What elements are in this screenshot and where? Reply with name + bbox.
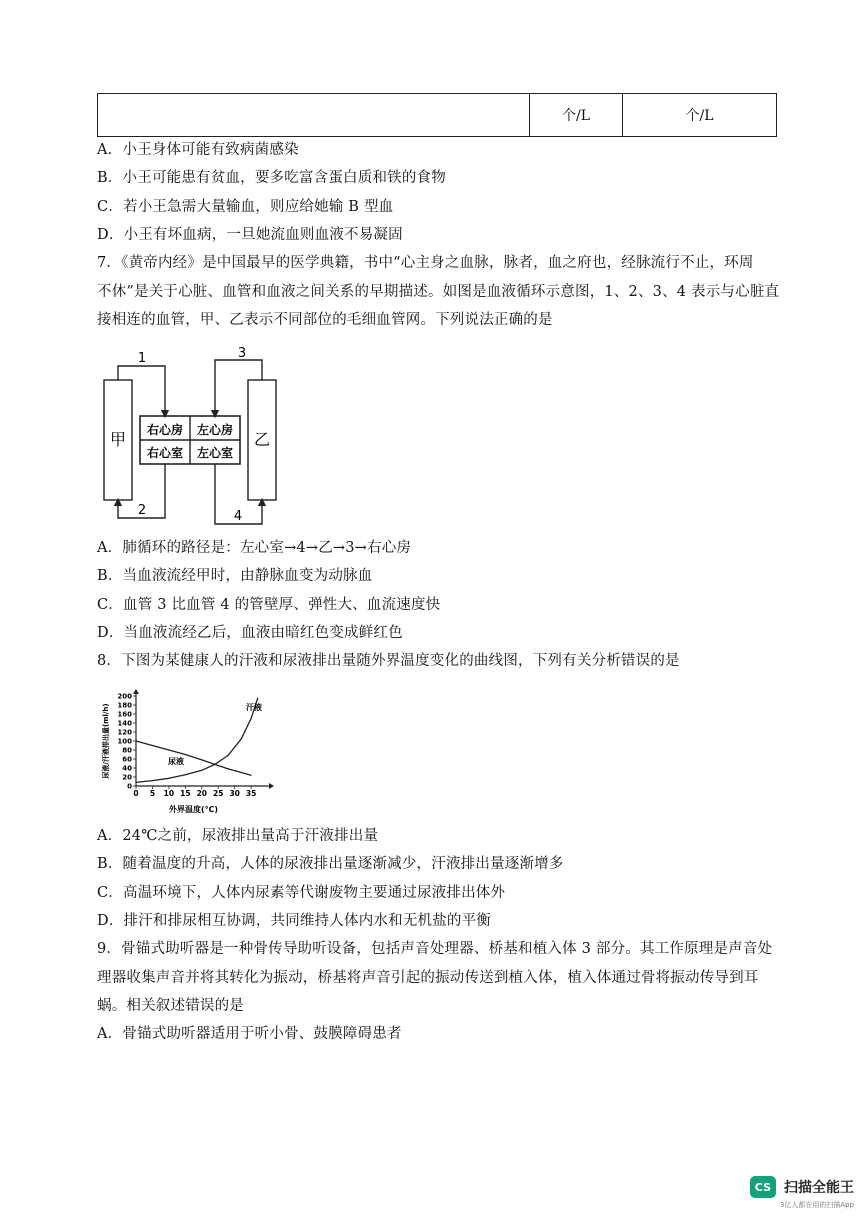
table-fragment	[97, 93, 777, 137]
y-tick-label: 40	[122, 764, 132, 773]
x-tick-label: 25	[213, 789, 224, 798]
urine-point	[185, 754, 186, 755]
y-tick-label: 20	[122, 773, 132, 782]
y-tick-label: 0	[127, 782, 132, 791]
q7-option-c: C．血管 3 比血管 4 的管壁厚、弹性大、血流速度快	[97, 597, 441, 613]
left-ventricle: 左心室	[196, 446, 234, 460]
urine-curve	[136, 741, 251, 775]
x-tick-label: 20	[196, 789, 208, 798]
y-tick-label: 80	[122, 746, 132, 755]
camscanner-logo-icon: CS	[750, 1176, 776, 1198]
sweat-point	[251, 718, 252, 719]
x-tick-label: 10	[163, 789, 175, 798]
q6-option-a: A．小王身体可能有致病菌感染	[97, 142, 299, 158]
y-axis-label: 尿液/汗液排出量(ml/h)	[102, 703, 110, 779]
sweat-point	[201, 770, 202, 771]
y-tick-label: 160	[117, 710, 132, 719]
y-tick-label: 60	[122, 755, 132, 764]
q6-option-c: C．若小王急需大量输血，则应给她输 B 型血	[97, 199, 394, 215]
q7-stem-line: 不休”是关于心脏、血管和血液之间关系的早期描述。如图是血液循环示意图，1、2、3、4 表示与心脏直	[97, 284, 780, 300]
y-axis-arrow	[133, 689, 139, 694]
sweat-point	[241, 738, 242, 739]
q7-stem-line: 接相连的血管，甲、乙表示不同部位的毛细血管网。下列说法正确的是	[97, 312, 553, 328]
vessel-2-label: 2	[137, 503, 147, 518]
urine-point	[241, 772, 242, 773]
sweat-point	[152, 780, 153, 781]
y-tick-label: 200	[117, 692, 132, 701]
y-tick-label: 180	[117, 701, 132, 710]
sweat-point	[257, 698, 258, 699]
q7-option-a: A．肺循环的路径是：左心室→4→乙→3→右心房	[97, 540, 412, 556]
q7-option-b: B．当血液流经甲时，由静脉血变为动脉血	[97, 568, 373, 584]
table-cell-empty	[98, 94, 530, 136]
y-tick-label: 140	[117, 719, 132, 728]
sweat-curve	[136, 698, 258, 782]
urine-point	[201, 759, 202, 760]
q7-option-d: D．当血液流经乙后，血液由暗红色变成鲜红色	[97, 625, 403, 641]
q8-option-b: B．随着温度的升高，人体的尿液排出量逐渐减少，汗液排出量逐渐增多	[97, 856, 564, 872]
x-axis-label: 外界温度(℃)	[169, 805, 218, 814]
brand-name: 扫描全能王	[784, 1180, 854, 1196]
q9-stem-line: 蜗。相关叙述错误的是	[97, 998, 244, 1014]
x-tick-label: 30	[229, 789, 240, 798]
urine-point	[214, 764, 215, 765]
x-tick-label: 15	[180, 789, 191, 798]
x-tick-label: 35	[245, 789, 257, 798]
scanner-watermark	[750, 1176, 854, 1210]
q9-stem-line: 9．骨锚式助听器是一种骨传导助听设备，包括声音处理器、桥基和植入体 3 部分。其工作原理是声音处	[97, 941, 773, 957]
q6-option-d: D．小王有坏血病，一旦她流血则血液不易凝固	[97, 227, 403, 243]
q8-option-d: D．排汗和排尿相互协调，共同维持人体内水和无机盐的平衡	[97, 913, 492, 929]
urine-point	[228, 768, 229, 769]
label-right: 乙	[253, 430, 271, 449]
vessel-4-label: 4	[233, 509, 243, 524]
brand-slogan: 3亿人都在用的扫描App	[779, 1201, 854, 1209]
y-tick-label: 120	[117, 728, 132, 737]
y-tick-label: 100	[117, 737, 132, 746]
left-atrium: 左心房	[196, 423, 234, 437]
urine-series-label: 尿液	[168, 757, 184, 766]
q9-stem-line: 理器收集声音并将其转化为振动，桥基将声音引起的振动传送到植入体，植入体通过骨将振动传导到耳	[97, 970, 759, 986]
x-tick-label: 0	[133, 789, 139, 798]
q8-option-c: C．高温环境下，人体内尿素等代谢废物主要通过尿液排出体外	[97, 885, 506, 901]
vessel-1-label: 1	[137, 351, 147, 366]
vessel-3-label: 3	[237, 346, 247, 361]
right-ventricle: 右心室	[146, 446, 184, 460]
x-axis-arrow	[269, 783, 274, 789]
q9-option-a: A．骨锚式助听器适用于听小骨、鼓膜障碍患者	[97, 1026, 402, 1042]
sweat-point	[185, 774, 186, 775]
urine-point	[168, 749, 169, 750]
q6-option-b: B．小王可能患有贫血，要多吃富含蛋白质和铁的食物	[97, 170, 446, 186]
urine-point	[135, 740, 136, 741]
right-atrium: 右心房	[146, 423, 184, 437]
sweat-point	[135, 782, 136, 783]
urine-point	[251, 775, 252, 776]
sweat-point	[168, 778, 169, 779]
sweat-series-label: 汗液	[246, 703, 262, 712]
table-cell-unit: 个/L	[530, 94, 623, 136]
q8-option-a: A．24℃之前，尿液排出量高于汗液排出量	[97, 828, 379, 844]
circulation-diagram	[96, 338, 286, 534]
sweat-urine-chart	[96, 688, 276, 823]
q7-stem-line: 7．《黄帝内经》是中国最早的医学典籍，书中“心主身之血脉，脉者，血之府也，经脉流行不止，环周	[97, 255, 754, 271]
q8-stem: 8．下图为某健康人的汗液和尿液排出量随外界温度变化的曲线图，下列有关分析错误的是	[97, 653, 680, 669]
urine-point	[152, 745, 153, 746]
table-cell-unit: 个/L	[685, 108, 714, 124]
x-tick-label: 5	[149, 789, 156, 798]
sweat-point	[228, 755, 229, 756]
label-left: 甲	[109, 430, 127, 449]
